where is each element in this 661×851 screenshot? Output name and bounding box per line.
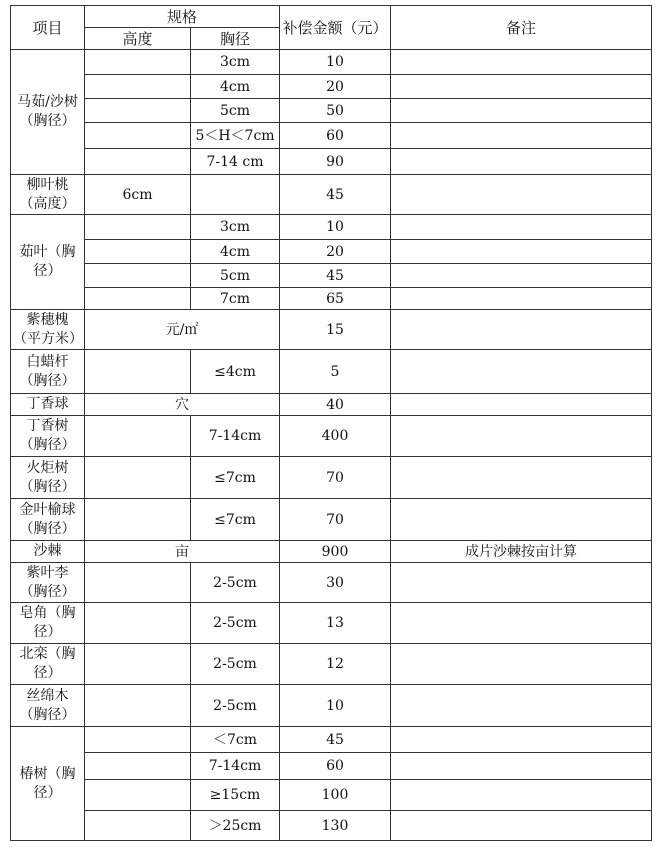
- table-row: [11, 753, 652, 780]
- dbh-cell: ≤4cm: [191, 350, 280, 394]
- table-row: [11, 394, 652, 416]
- table-row: [11, 603, 652, 644]
- height-cell: [85, 99, 191, 123]
- amount-cell: 60: [280, 123, 391, 149]
- amount-cell: 45: [280, 727, 391, 753]
- note-cell: [391, 215, 652, 240]
- note-cell: [391, 310, 652, 350]
- amount-cell: 15: [280, 310, 391, 350]
- amount-cell: 70: [280, 499, 391, 541]
- table-row: [11, 50, 652, 75]
- dbh-cell: 5cm: [191, 99, 280, 123]
- height-cell: [85, 811, 191, 841]
- spec-unit: 元/㎡: [85, 310, 280, 350]
- note-cell: [391, 288, 652, 310]
- table-row: [11, 240, 652, 264]
- table-row: [11, 727, 652, 753]
- item-name: 丁香树（胸径）: [11, 416, 85, 457]
- amount-cell: 13: [280, 603, 391, 644]
- height-cell: [85, 685, 191, 727]
- note-cell: [391, 727, 652, 753]
- height-cell: [85, 264, 191, 288]
- note-cell: [391, 149, 652, 175]
- item-name: 金叶榆球（胸径）: [11, 499, 85, 541]
- height-cell: [85, 603, 191, 644]
- dbh-cell: 3cm: [191, 50, 280, 75]
- table-row: [11, 811, 652, 841]
- height-cell: [85, 149, 191, 175]
- note-cell: [391, 99, 652, 123]
- amount-cell: 20: [280, 75, 391, 99]
- dbh-cell: ＞25cm: [191, 811, 280, 841]
- note-cell: [391, 75, 652, 99]
- table-row: [11, 563, 652, 603]
- height-cell: [85, 563, 191, 603]
- header-item: 项目: [11, 6, 85, 50]
- table-row: [11, 457, 652, 499]
- note-cell: [391, 457, 652, 499]
- table-row: [11, 288, 652, 310]
- table-row: [11, 310, 652, 350]
- note-cell: [391, 685, 652, 727]
- amount-cell: 400: [280, 416, 391, 457]
- item-name: 柳叶桃（高度）: [11, 175, 85, 215]
- dbh-cell: 5＜H＜7cm: [191, 123, 280, 149]
- dbh-cell: 2-5cm: [191, 603, 280, 644]
- height-cell: [85, 288, 191, 310]
- height-cell: [85, 123, 191, 149]
- amount-cell: 130: [280, 811, 391, 841]
- note-cell: [391, 563, 652, 603]
- table-row: [11, 175, 652, 215]
- item-name: 丁香球: [11, 394, 85, 416]
- amount-cell: 100: [280, 780, 391, 811]
- amount-cell: 60: [280, 753, 391, 780]
- dbh-cell: 2-5cm: [191, 563, 280, 603]
- compensation-table: [10, 5, 652, 841]
- header-spec: 规格: [85, 6, 280, 28]
- amount-cell: 45: [280, 264, 391, 288]
- item-name: 丝绵木（胸径）: [11, 685, 85, 727]
- height-cell: [85, 240, 191, 264]
- note-cell: [391, 175, 652, 215]
- item-name: 沙棘: [11, 541, 85, 563]
- height-cell: [85, 780, 191, 811]
- dbh-cell: 4cm: [191, 75, 280, 99]
- height-cell: [85, 75, 191, 99]
- compensation-table-sheet: [10, 5, 652, 841]
- amount-cell: 90: [280, 149, 391, 175]
- table-row: [11, 99, 652, 123]
- dbh-cell: ≤7cm: [191, 457, 280, 499]
- dbh-cell: 7-14 cm: [191, 149, 280, 175]
- height-cell: [85, 644, 191, 685]
- table-row: [11, 215, 652, 240]
- amount-cell: 45: [280, 175, 391, 215]
- height-cell: [85, 50, 191, 75]
- dbh-cell: 7cm: [191, 288, 280, 310]
- header-dbh: 胸径: [191, 28, 280, 50]
- spec-unit: 亩: [85, 541, 280, 563]
- amount-cell: 10: [280, 50, 391, 75]
- note-cell: [391, 811, 652, 841]
- dbh-cell: 4cm: [191, 240, 280, 264]
- amount-cell: 10: [280, 685, 391, 727]
- table-row: [11, 499, 652, 541]
- table-row: [11, 350, 652, 394]
- amount-cell: 65: [280, 288, 391, 310]
- note-cell: [391, 780, 652, 811]
- table-row: [11, 685, 652, 727]
- item-name: 紫穗槐（平方米）: [11, 310, 85, 350]
- amount-cell: 20: [280, 240, 391, 264]
- item-name: 茹叶（胸径）: [11, 215, 85, 310]
- table-row: [11, 75, 652, 99]
- dbh-cell: 7-14cm: [191, 416, 280, 457]
- note-cell: [391, 50, 652, 75]
- dbh-cell: 7-14cm: [191, 753, 280, 780]
- amount-cell: 70: [280, 457, 391, 499]
- table-row: [11, 123, 652, 149]
- note-cell: [391, 644, 652, 685]
- height-cell: [85, 215, 191, 240]
- height-cell: [85, 350, 191, 394]
- height-cell: 6cm: [85, 175, 191, 215]
- height-cell: [85, 499, 191, 541]
- item-name: 火炬树（胸径）: [11, 457, 85, 499]
- item-name: 白蜡杆（胸径）: [11, 350, 85, 394]
- note-cell: [391, 350, 652, 394]
- amount-cell: 900: [280, 541, 391, 563]
- note-cell: [391, 416, 652, 457]
- height-cell: [85, 457, 191, 499]
- header-height: 高度: [85, 28, 191, 50]
- item-name: 马茹/沙树（胸径）: [11, 50, 85, 175]
- table-row: [11, 780, 652, 811]
- dbh-cell: ≥15cm: [191, 780, 280, 811]
- dbh-cell: [191, 175, 280, 215]
- dbh-cell: 3cm: [191, 215, 280, 240]
- item-name: 北栾（胸径）: [11, 644, 85, 685]
- dbh-cell: ＜7cm: [191, 727, 280, 753]
- item-name: 皂角（胸径）: [11, 603, 85, 644]
- header-amount: 补偿金额（元）: [280, 6, 391, 50]
- table-row: [11, 541, 652, 563]
- table-row: [11, 644, 652, 685]
- dbh-cell: 5cm: [191, 264, 280, 288]
- height-cell: [85, 753, 191, 780]
- height-cell: [85, 727, 191, 753]
- note-cell: [391, 123, 652, 149]
- note-cell: [391, 499, 652, 541]
- amount-cell: 12: [280, 644, 391, 685]
- note-cell: 成片沙棘按亩计算: [391, 541, 652, 563]
- dbh-cell: ≤7cm: [191, 499, 280, 541]
- dbh-cell: 2-5cm: [191, 644, 280, 685]
- height-cell: [85, 416, 191, 457]
- header-note: 备注: [391, 6, 652, 50]
- note-cell: [391, 240, 652, 264]
- note-cell: [391, 394, 652, 416]
- amount-cell: 30: [280, 563, 391, 603]
- amount-cell: 50: [280, 99, 391, 123]
- item-name: 椿树（胸径）: [11, 727, 85, 841]
- amount-cell: 5: [280, 350, 391, 394]
- table-row: [11, 149, 652, 175]
- spec-unit: 穴: [85, 394, 280, 416]
- table-row: [11, 416, 652, 457]
- note-cell: [391, 753, 652, 780]
- note-cell: [391, 264, 652, 288]
- table-row: [11, 264, 652, 288]
- amount-cell: 10: [280, 215, 391, 240]
- amount-cell: 40: [280, 394, 391, 416]
- dbh-cell: 2-5cm: [191, 685, 280, 727]
- item-name: 紫叶李（胸径）: [11, 563, 85, 603]
- note-cell: [391, 603, 652, 644]
